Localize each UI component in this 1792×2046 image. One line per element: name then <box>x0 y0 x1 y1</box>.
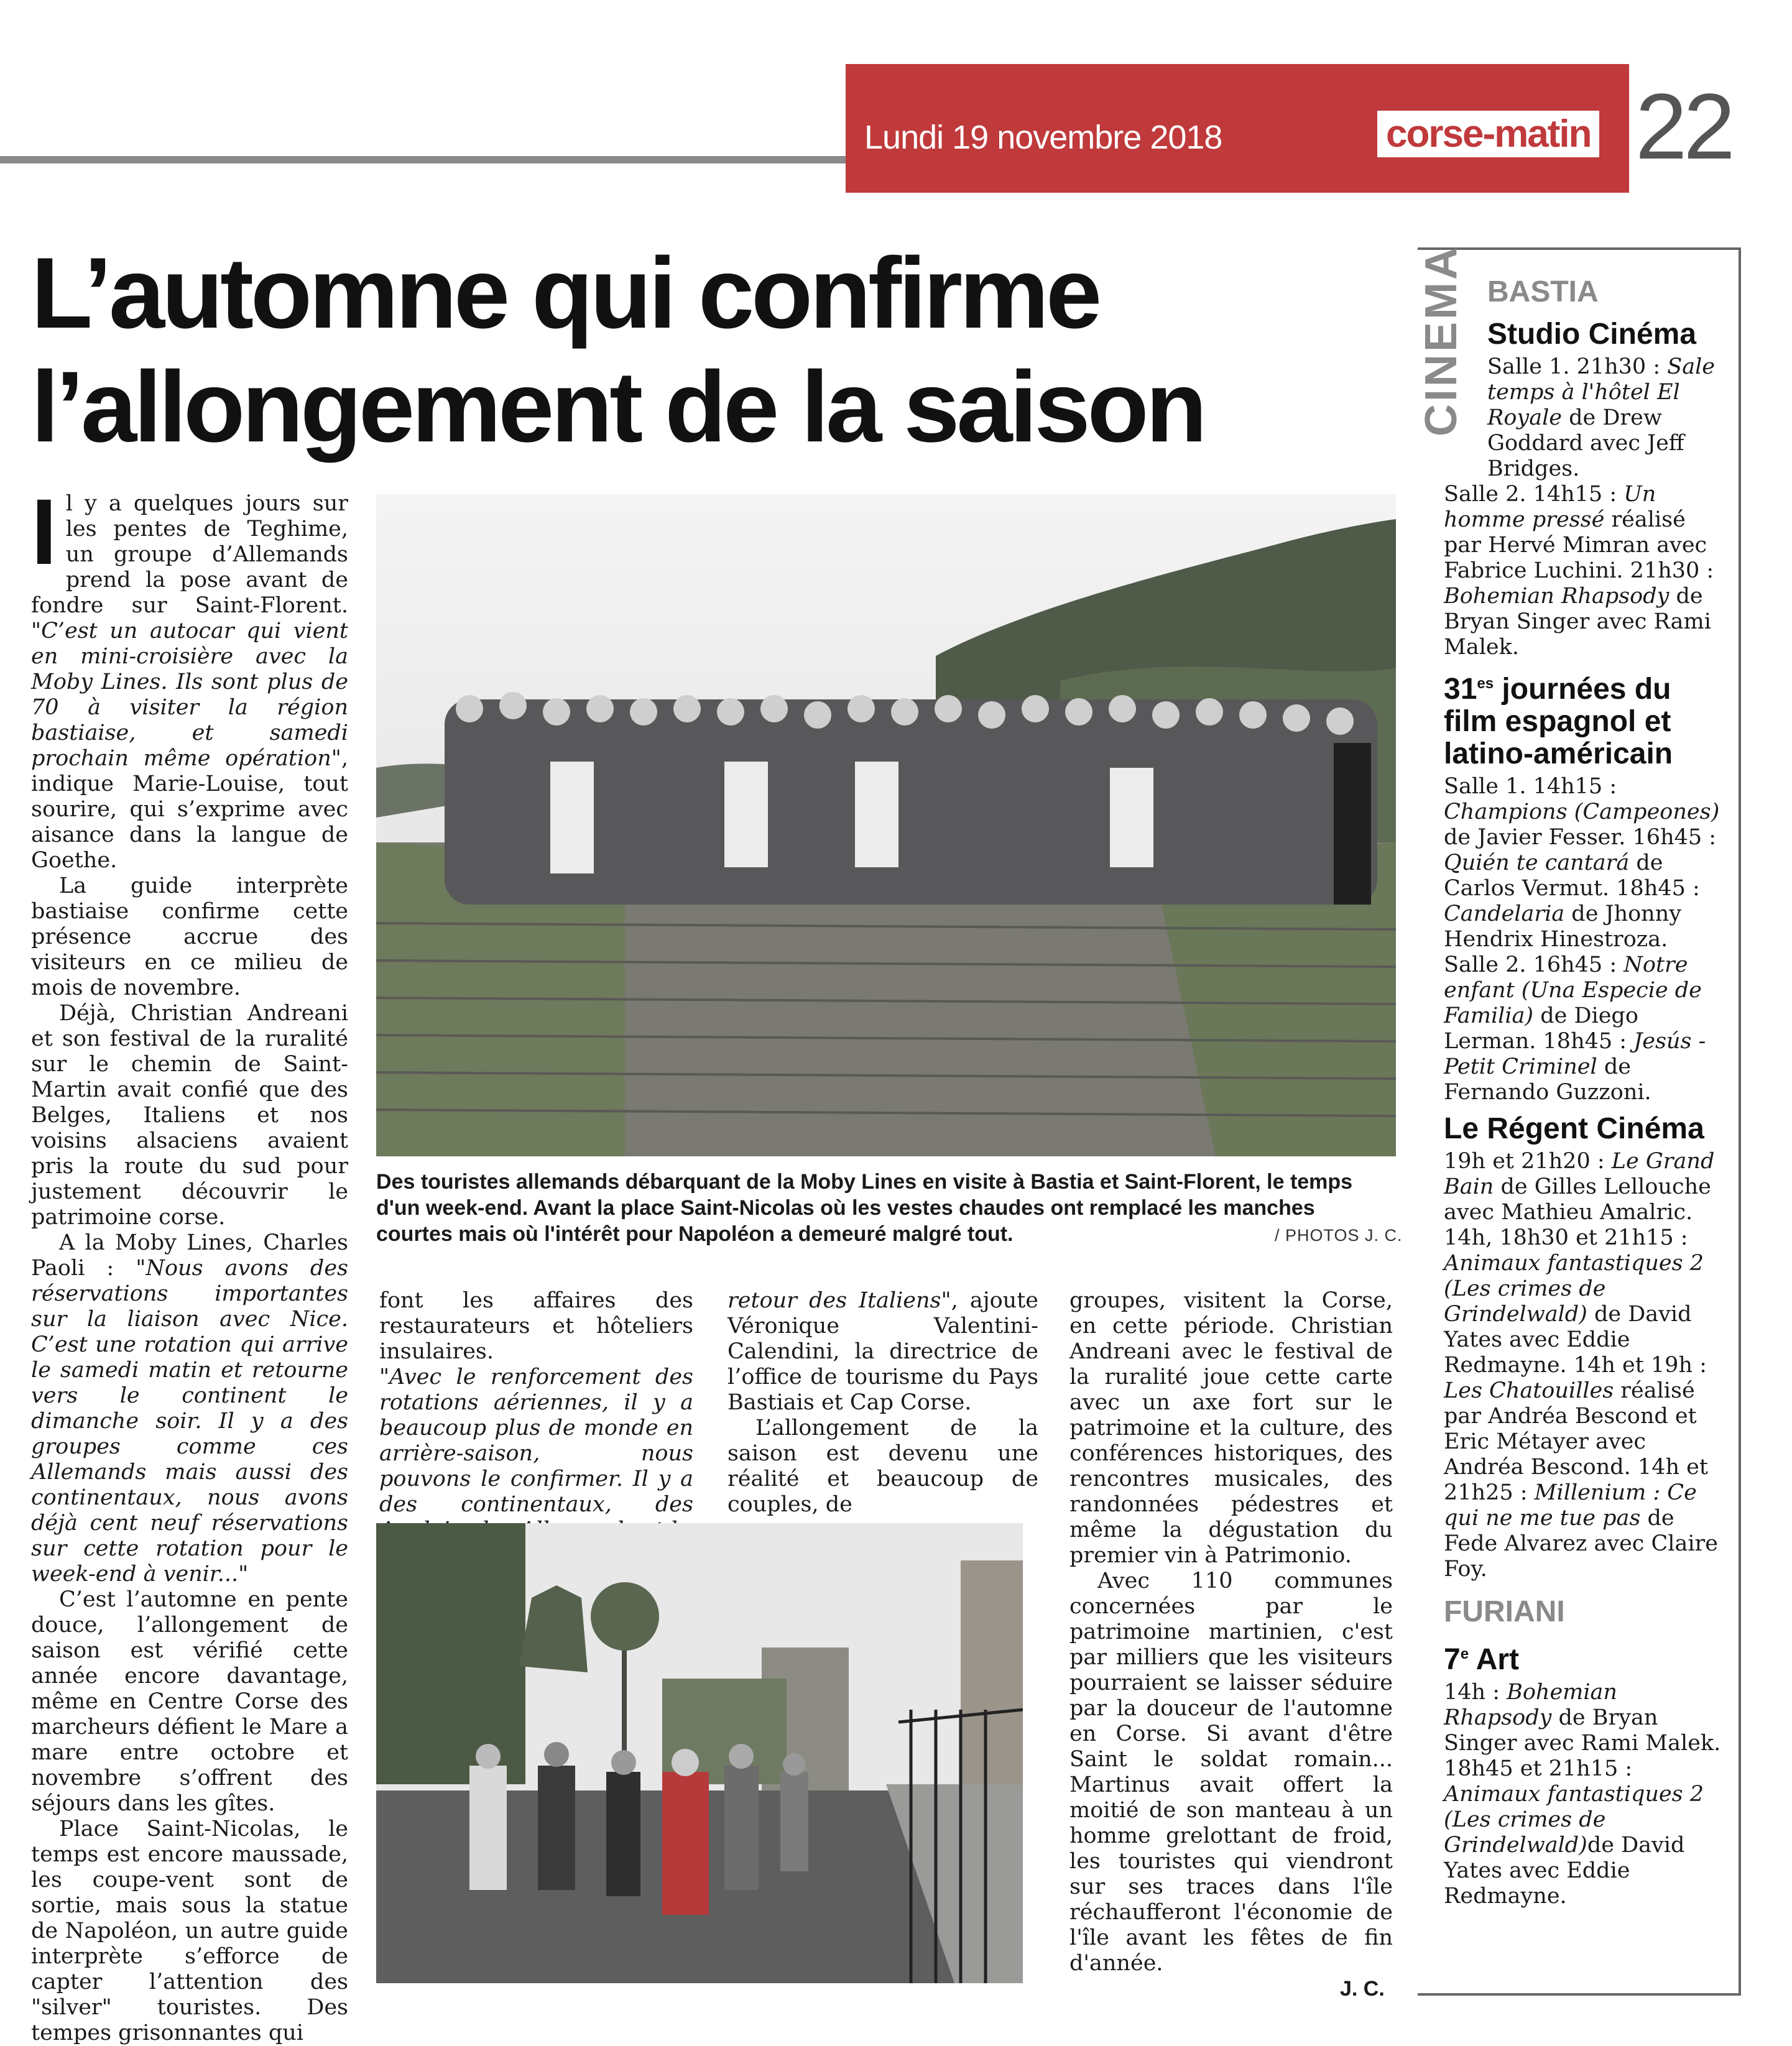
newspaper-logo: corse-matin <box>1377 111 1599 157</box>
venue-heading: Le Régent Cinéma <box>1444 1112 1704 1145</box>
article-headline <box>31 236 1368 464</box>
paragraph: font les affaires des restaurateurs et hôteliers insulaires. <box>379 1288 693 1364</box>
paragraph: Déjà, Christian Andreani et son festival de la ruralité sur le chemin de Saint-Martin avait confié que des Belges, Italiens et nos voisins alsaciens avaient pris la route du sud pour justement découvrir le patrimoine corse. <box>31 1001 348 1230</box>
venue-heading: $31^{es}$ journées du film espagnol et latino-américain <box>1444 673 1673 770</box>
venue-heading: Studio Cinéma <box>1487 318 1697 351</box>
photo-credit: / PHOTOS J. C. <box>1275 1226 1403 1245</box>
paragraph: L’allongement de la saison est devenu une réalité et beaucoup de couples, de <box>727 1416 1038 1517</box>
cinema-section-label: CINEMA <box>1416 245 1466 436</box>
paragraph: retour des Italiens", ajoute Véronique Valentini-Calendini, la directrice de l’office de tourisme du Pays Bastiais et Cap Corse. <box>727 1288 1038 1415</box>
paragraph: A la Moby Lines, Charles Paoli : "Nous avons des réservations importantes sur la liaison avec Nice. C’est une rotation qui arrive le samedi matin et retourne vers le continent le dimanche soir. Il y a des groupes comme ces Allemands mais aussi des continentaux, nous avons déjà cent neuf réservations sur cette rotation pour le week-end à venir..." <box>31 1230 348 1587</box>
article-column-4 <box>1069 1288 1393 1976</box>
paragraph: "Avec le renforcement des rotations aériennes, il y a beaucoup plus de monde en arrière-saison, nous pouvons le confirmer. Il y a des continentaux, des <box>379 1365 693 1517</box>
showtime: Salle 2. 16h45 : Notre enfant (Una Especie de Familia) de Diego Lerman. 18h45 : Jesús - Petit Criminel de Fernando Guzzoni. <box>1444 952 1706 1105</box>
headline-line-2: l’allongement de la saison <box>31 351 1204 463</box>
page-number: 22 <box>1635 74 1732 178</box>
showtime: 14h : Bohemian Rhapsody de Bryan Singer avec Rami Malek. <box>1444 1680 1721 1756</box>
square-photo-tourists <box>376 1523 1023 1983</box>
article-column-1 <box>31 479 348 2046</box>
showtime: Salle 2. 14h15 : Un homme pressé réalisé par Hervé Mimran avec Fabrice Luchini. 21h30 : Bohemian Rhapsody de Bryan Singer avec Rami Malek. <box>1444 482 1714 660</box>
paragraph: groupes, visitent la Corse, en cette période. Christian Andreani avec le festival de la ruralité joue cette carte avec un axe fort sur le patrimoine et la culture, des conférences historiques, des rencontres musicales, des randonnées pédestres et même la dégustation du premier vin à Patrimonio. <box>1069 1288 1393 1568</box>
header-rule <box>0 156 846 164</box>
article-column-3 <box>727 1288 1038 1518</box>
paragraph: Il y a quelques jours sur les pentes de Teghime, un groupe d’Allemands prend la pose avant de fondre sur Saint-Florent. "C’est un autocar qui vient en mini-croisière avec la Moby Lines. Ils sont plus de 70 à visiter la région bastiaise, et samedi prochain même opération", indique Marie-Louise, tout sourire, qui s’exprime avec aisance dans la langue de Goethe. <box>31 479 348 873</box>
photo-caption: Des touristes allemands débarquant de la Moby Lines en visite à Bastia et Saint-Florent, le temps d'un week-end. Avant la place Saint-Nicolas où les vestes chaudes ont remplacé les manches courtes mais où l'intérêt pour Napoléon a demeuré malgré tout. <box>376 1170 1353 1246</box>
showtime: 18h45 et 21h15 : Animaux fantastiques 2 (Les crimes de Grindelwald)de David Yates avec Eddie Redmayne. <box>1444 1756 1704 1909</box>
cinema-listings <box>1444 274 1727 1909</box>
showtime: Salle 1. 21h30 : Sale temps à l'hôtel El Royale de Drew Goddard avec Jeff Bridges. <box>1487 354 1716 481</box>
venue-heading: 7e Art <box>1444 1643 1519 1676</box>
paragraph: Avec 110 communes concernées par le patrimoine martinien, c'est par milliers que les visiteurs pourraient se laisser séduire par la douceur de l'automne en Corse. Si avant d'être Saint le soldat romain... Martinus avait offert la moitié de son manteau à un homme grelottant de froid, les touristes qui viendront sur ses traces dans l'île réchaufferont l'économie de l'île avant les fêtes de fin d'année. <box>1069 1569 1393 1976</box>
showtime: 19h et 21h20 : Le Grand Bain de Gilles Lellouche avec Mathieu Amalric. 14h, 18h30 et 21h15 : Animaux fantastiques 2 (Les crimes de Grindelwald) de David Yates avec Eddie Redmayne. 14h et 19h : Les Chatouilles réalisé par Andréa Bescond et Eric Métayer avec Andréa Bescond. 14h et 21h25 : Millenium : Ce qui ne me tue pas de Fede Alvarez avec Claire Foy. <box>1444 1149 1719 1582</box>
paragraph: La guide interprète bastiaise confirme cette présence accrue des visiteurs en ce milieu de mois de novembre. <box>31 873 348 1000</box>
drop-cap: I <box>31 479 57 584</box>
article-column-2 <box>379 1288 693 1543</box>
paragraph: Place Saint-Nicolas, le temps est encore maussade, les coupe-vent sont de sortie, mais sous la statue de Napoléon, un autre guide interprète s’efforce de capter l’attention des "silver" touristes. Des tempes grisonnantes qui <box>31 1817 348 2045</box>
issue-date: Lundi 19 novembre 2018 <box>864 119 1222 156</box>
author-signature: J. C. <box>1340 1977 1385 2001</box>
paragraph: C’est l’automne en pente douce, l’allongement de saison est vérifié cette année encore davantage, même en Centre Corse des marcheurs défient le Mare a mare entre octobre et novembre s’offrent des séjours dans les gîtes. <box>31 1587 348 1816</box>
city-heading: BASTIA <box>1487 275 1599 308</box>
city-heading: FURIANI <box>1444 1595 1565 1628</box>
headline-line-1: L’automne qui confirme <box>31 237 1099 349</box>
group-photo-steps <box>376 494 1396 1156</box>
showtime: Salle 1. 14h15 : Champions (Campeones) de Javier Fesser. 16h45 : Quién te cantará de Carlos Vermut. 18h45 : Candelaria de Jhonny Hendrix Hinestroza. <box>1444 774 1720 952</box>
